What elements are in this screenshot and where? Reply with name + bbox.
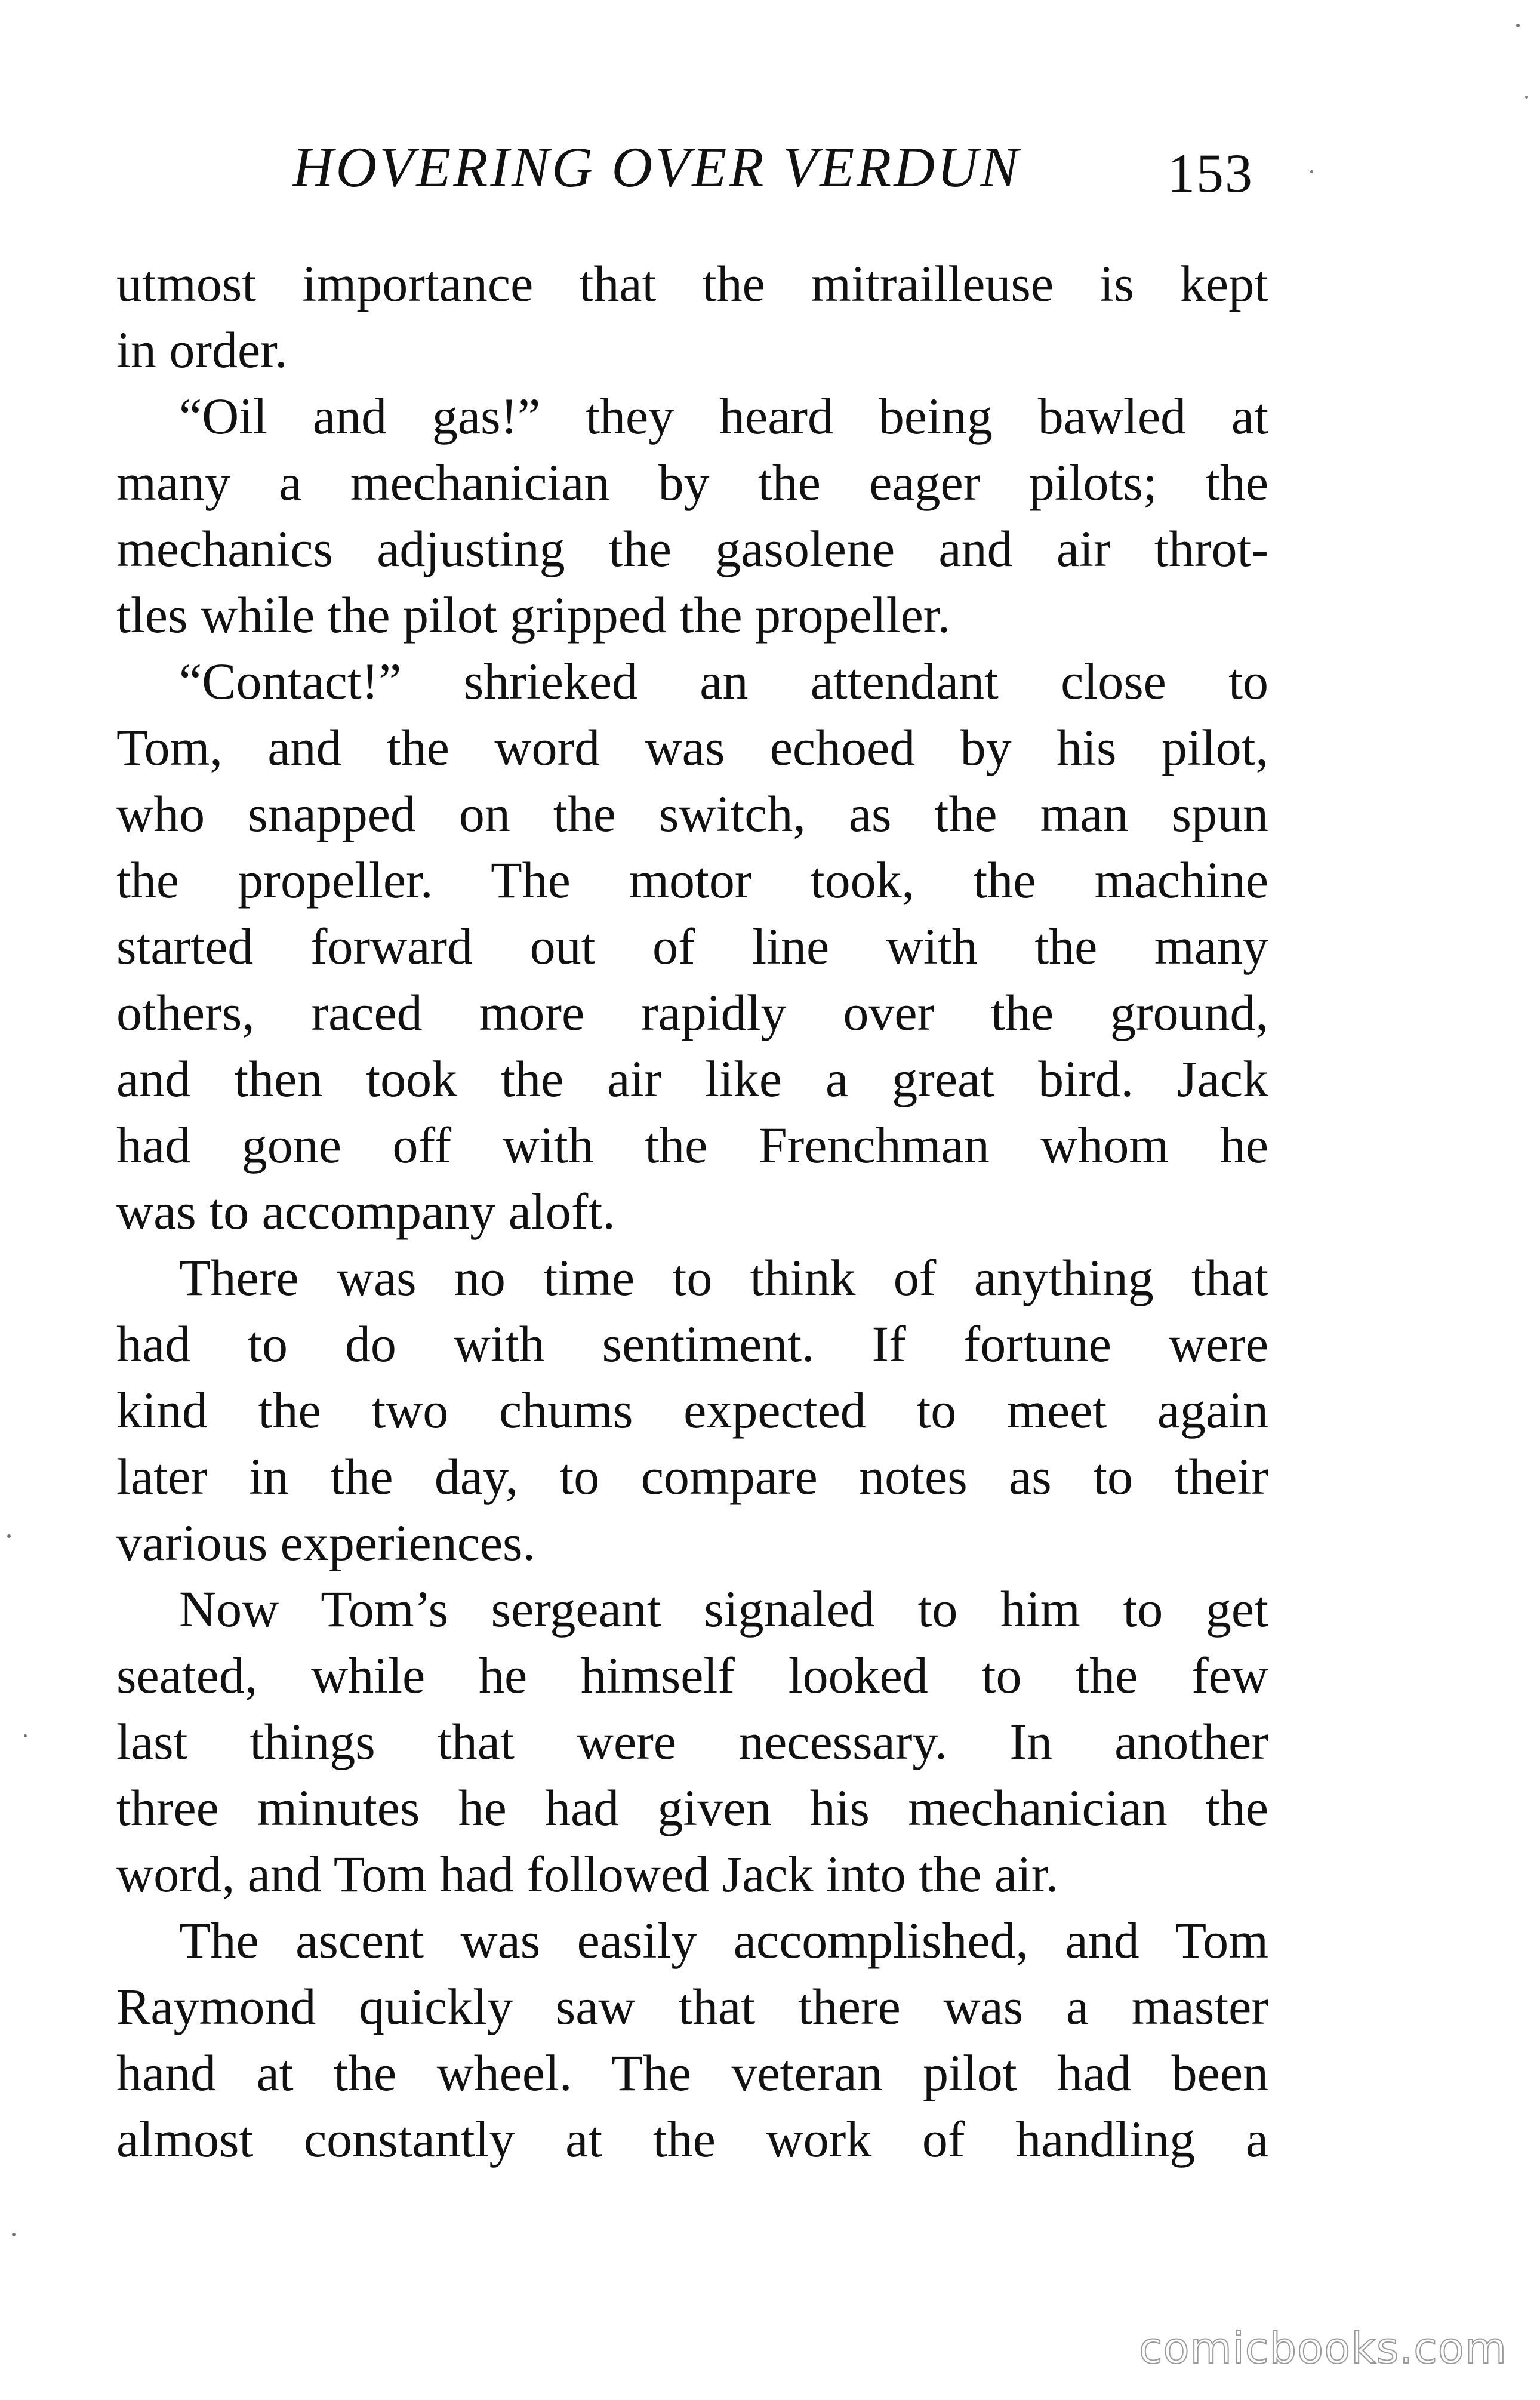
- text-line: “Contact!” shrieked an attendant close to: [179, 653, 1268, 710]
- text-line: and then took the air like a great bird. Jack: [116, 1050, 1268, 1107]
- text-line: Now Tom’s sergeant signaled to him to get: [179, 1580, 1268, 1638]
- text-line: hand at the wheel. The veteran pilot had been: [116, 2044, 1268, 2101]
- text-line: last things that were necessary. In another: [116, 1713, 1268, 1770]
- page-number: 153: [1168, 143, 1253, 204]
- text-line: started forward out of line with the many: [116, 918, 1268, 975]
- text-line: the propeller. The motor took, the machine: [116, 851, 1268, 909]
- text-line: had to do with sentiment. If fortune were: [116, 1315, 1268, 1373]
- scan-speck: [1525, 96, 1528, 99]
- watermark: comicbooks.com: [1138, 2323, 1507, 2373]
- text-line: various experiences.: [116, 1514, 536, 1571]
- text-line: had gone off with the Frenchman whom he: [116, 1116, 1268, 1174]
- text-line: seated, while he himself looked to the few: [116, 1647, 1268, 1704]
- scan-speck: [7, 1534, 11, 1538]
- text-line: many a mechanician by the eager pilots; the: [116, 454, 1268, 511]
- text-line: utmost importance that the mitrailleuse is kept: [116, 255, 1268, 312]
- text-line: almost constantly at the work of handling a: [116, 2110, 1268, 2168]
- text-line: The ascent was easily accomplished, and Tom: [179, 1912, 1268, 1969]
- scan-speck: [1310, 170, 1313, 173]
- running-head: [287, 128, 1253, 206]
- scan-speck: [1516, 24, 1520, 27]
- text-line: “Oil and gas!” they heard being bawled at: [179, 387, 1268, 445]
- scan-speck: [12, 2233, 16, 2236]
- body-text: [116, 251, 1268, 2173]
- text-line: who snapped on the switch, as the man spun: [116, 785, 1268, 842]
- text-line: tles while the pilot gripped the propeller.: [116, 586, 951, 644]
- text-line: three minutes he had given his mechanician the: [116, 1779, 1268, 1836]
- text-line: Tom, and the word was echoed by his pilot,: [116, 719, 1268, 776]
- text-line: kind the two chums expected to meet again: [116, 1381, 1268, 1439]
- text-line: others, raced more rapidly over the ground,: [116, 984, 1268, 1041]
- scan-speck: [24, 1734, 27, 1737]
- text-line: in order.: [116, 321, 288, 379]
- text-line: was to accompany aloft.: [116, 1183, 615, 1240]
- running-title: HOVERING OVER VERDUN: [292, 136, 1021, 199]
- text-line: Raymond quickly saw that there was a master: [116, 1978, 1268, 2035]
- text-line: mechanics adjusting the gasolene and air throt-: [116, 520, 1268, 577]
- text-line: later in the day, to compare notes as to their: [116, 1448, 1268, 1505]
- text-line: word, and Tom had followed Jack into the air.: [116, 1845, 1059, 1903]
- text-line: There was no time to think of anything that: [179, 1249, 1268, 1306]
